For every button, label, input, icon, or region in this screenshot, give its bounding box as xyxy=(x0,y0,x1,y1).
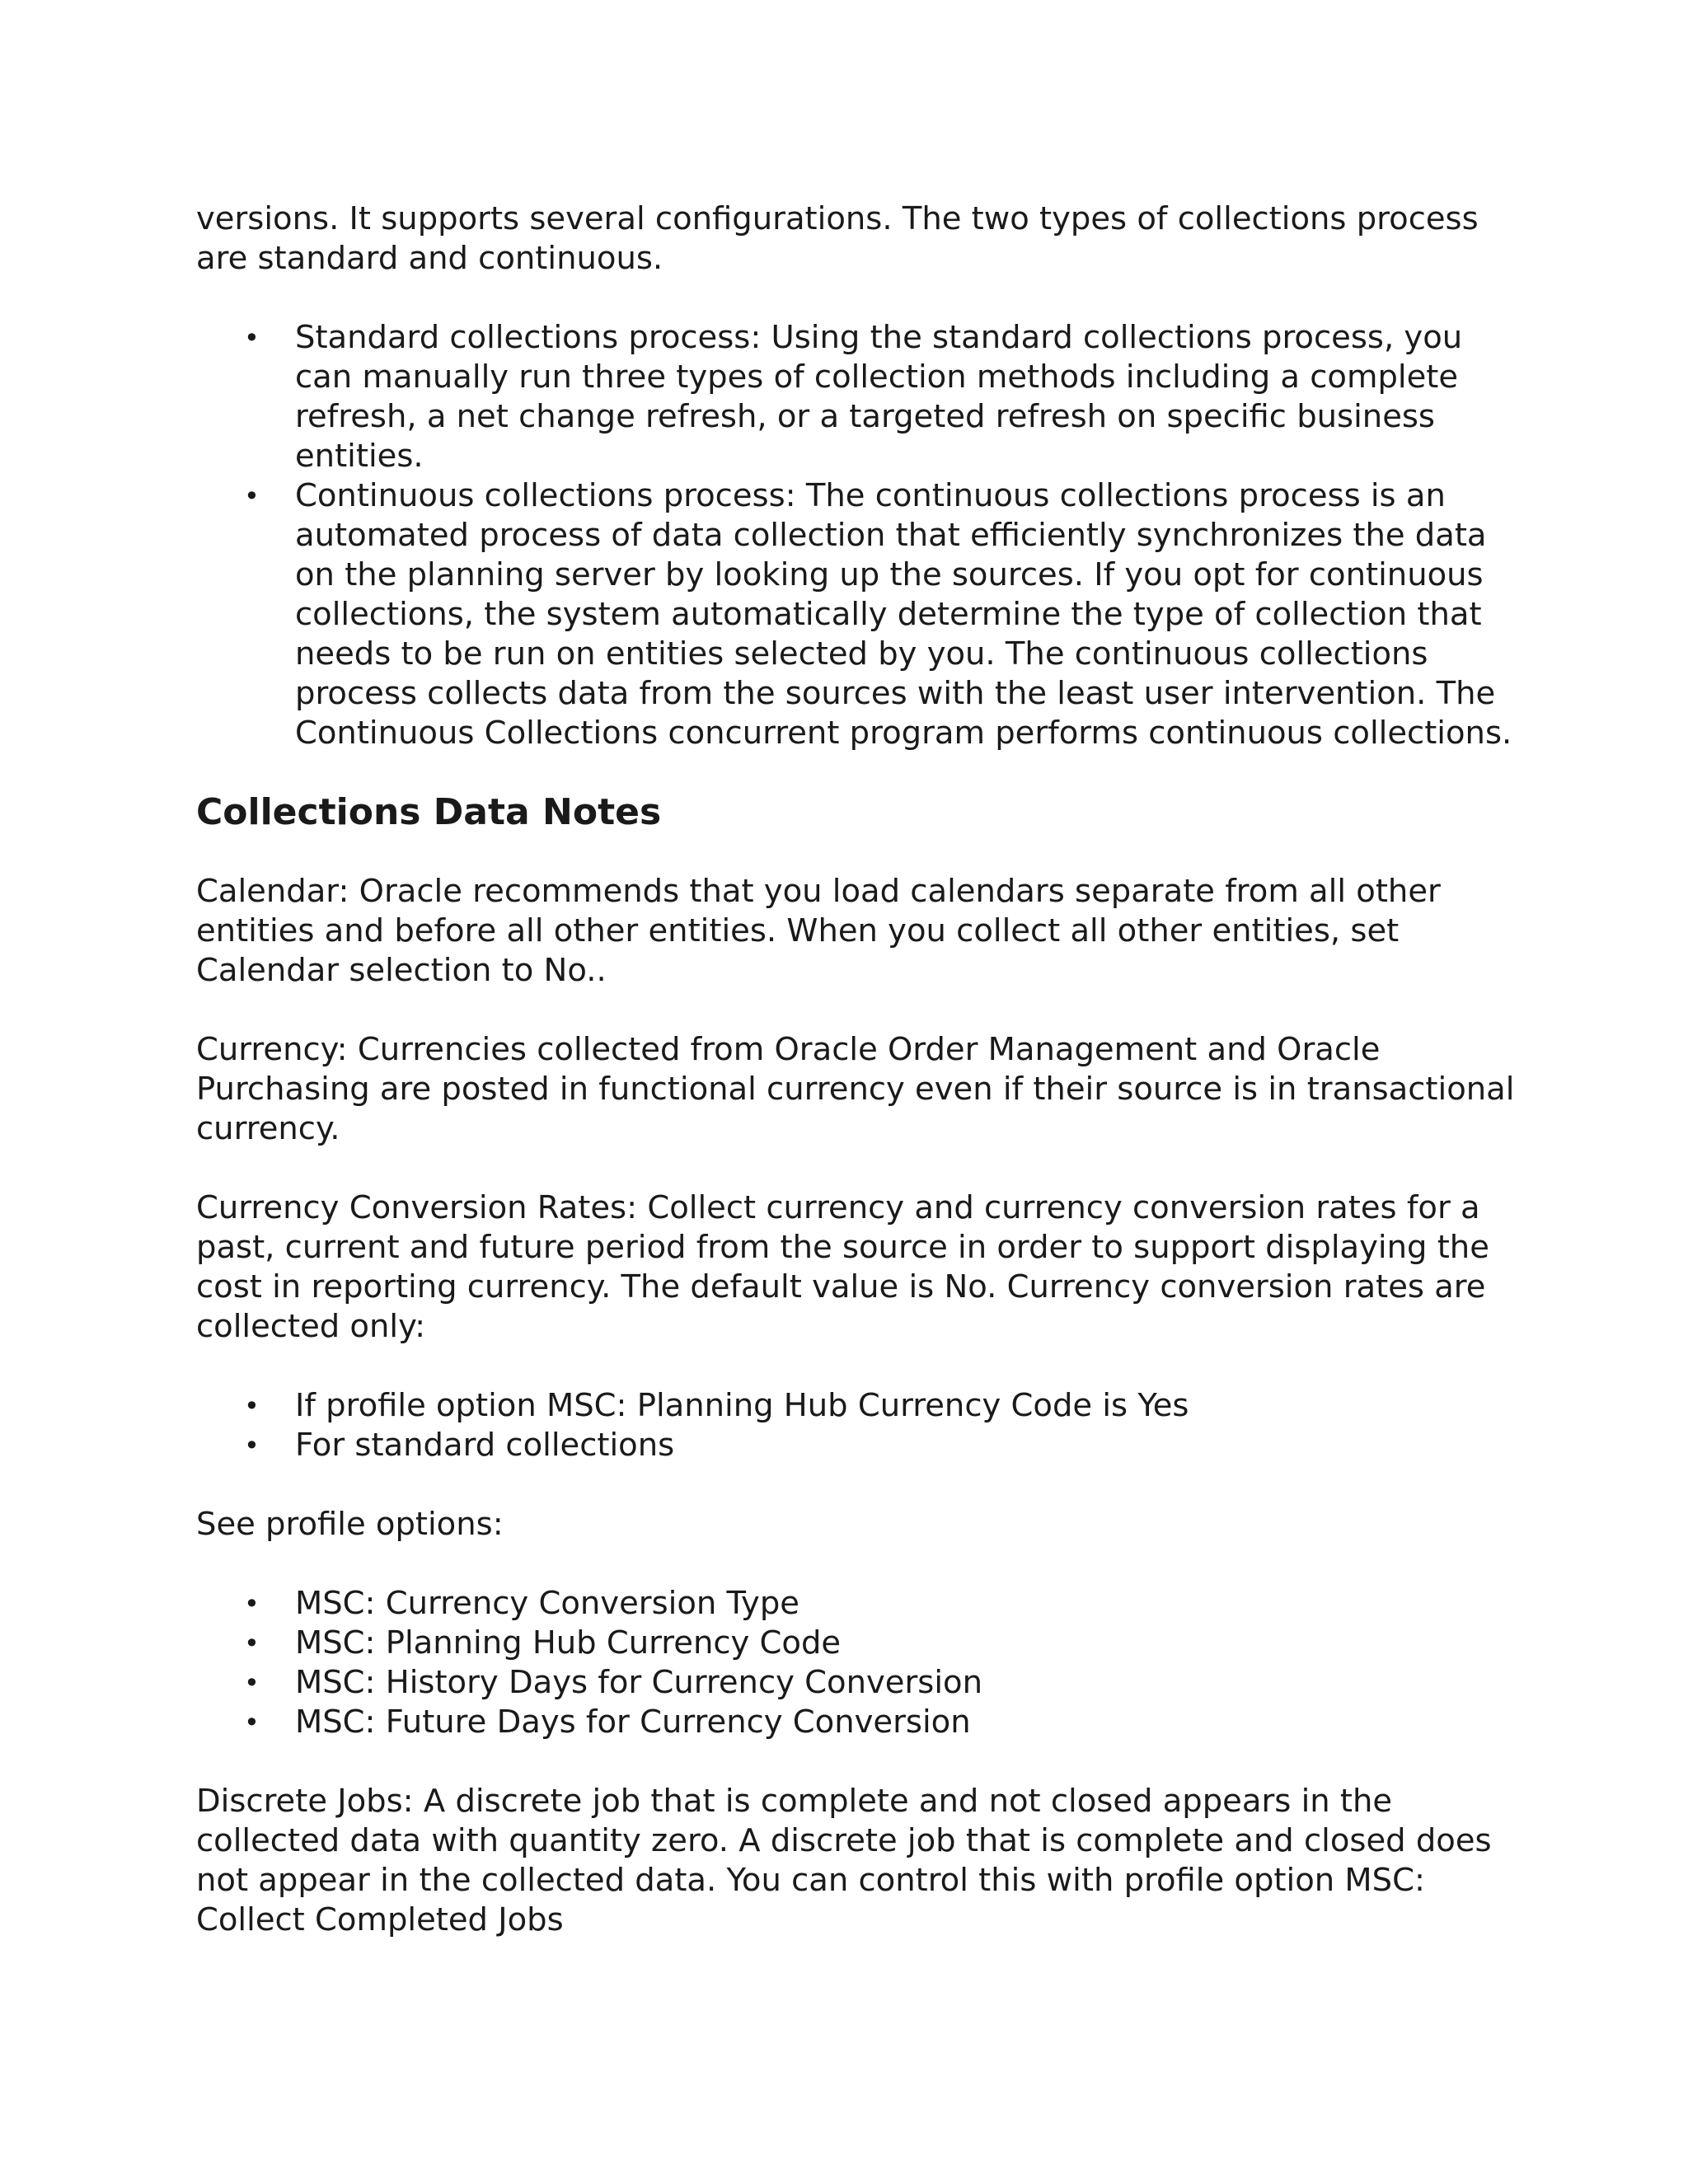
see-profile-paragraph: See profile options: xyxy=(196,1506,504,1543)
list-item-text: MSC: Currency Conversion Type xyxy=(295,1585,799,1622)
list-item-text: Standard collections process: Using the standard collections process, you can manually run three types of collection methods including a complete refresh, a net change refresh, or a targeted refresh on specific business entities. xyxy=(295,319,1463,475)
list-item xyxy=(196,1426,1515,1465)
list-item-text: MSC: History Days for Currency Conversion xyxy=(295,1664,982,1701)
list-item xyxy=(196,1663,1515,1703)
page-content xyxy=(196,199,1515,1940)
calendar-paragraph: Calendar: Oracle recommends that you load calendars separate from all other entities and before all other entities. When you collect all other entities, set Calendar selection to No.. xyxy=(196,873,1441,989)
discrete-jobs-paragraph: Discrete Jobs: A discrete job that is complete and not closed appears in the collected data with quantity zero. A discrete job that is complete and closed does not appear in the collected data. You can control this with profile option MSC: Collect Completed Jobs xyxy=(196,1783,1492,1938)
list-item xyxy=(196,1703,1515,1742)
list-item xyxy=(196,1386,1515,1426)
list-item-text: If profile option MSC: Planning Hub Currency Code is Yes xyxy=(295,1387,1189,1424)
list-item-text: MSC: Future Days for Currency Conversion xyxy=(295,1704,971,1741)
intro-paragraph: versions. It supports several configurations. The two types of collections process are standard and continuous. xyxy=(196,200,1479,277)
conditions-list xyxy=(196,1386,1515,1465)
list-item xyxy=(196,318,1515,476)
conversion-paragraph: Currency Conversion Rates: Collect currency and currency conversion rates for a past, current and future period from the source in order to support displaying the cost in reporting currency. The default value is No. Currency conversion rates are collected only: xyxy=(196,1189,1489,1345)
list-item xyxy=(196,1624,1515,1663)
bullet-icon: • xyxy=(244,1628,260,1659)
list-item xyxy=(196,1584,1515,1624)
bullet-icon: • xyxy=(244,1430,260,1461)
bullet-icon: • xyxy=(244,1390,260,1422)
bullet-icon: • xyxy=(244,480,260,512)
process-types-list xyxy=(196,318,1515,753)
list-item-text: MSC: Planning Hub Currency Code xyxy=(295,1624,842,1661)
list-item-text: Continuous collections process: The continuous collections process is an automated process of data collection that efficiently synchronizes the data on the planning server by looking up the sources. If you opt for continuous collections, the system automatically determine the type of collection that needs to be run on entities selected by you. The continuous collections process collects data from the sources with the least user intervention. The Continuous Collections concurrent program performs continuous collections. xyxy=(295,477,1512,752)
profile-options-list xyxy=(196,1584,1515,1742)
bullet-icon: • xyxy=(244,1707,260,1738)
list-item-text: For standard collections xyxy=(295,1427,675,1464)
currency-paragraph: Currency: Currencies collected from Oracle Order Management and Oracle Purchasing are posted in functional currency even if their source is in transactional currency. xyxy=(196,1031,1515,1147)
bullet-icon: • xyxy=(244,1667,260,1699)
bullet-icon: • xyxy=(244,1588,260,1619)
list-item xyxy=(196,476,1515,753)
section-heading: Collections Data Notes xyxy=(196,791,662,833)
bullet-icon: • xyxy=(244,322,260,354)
